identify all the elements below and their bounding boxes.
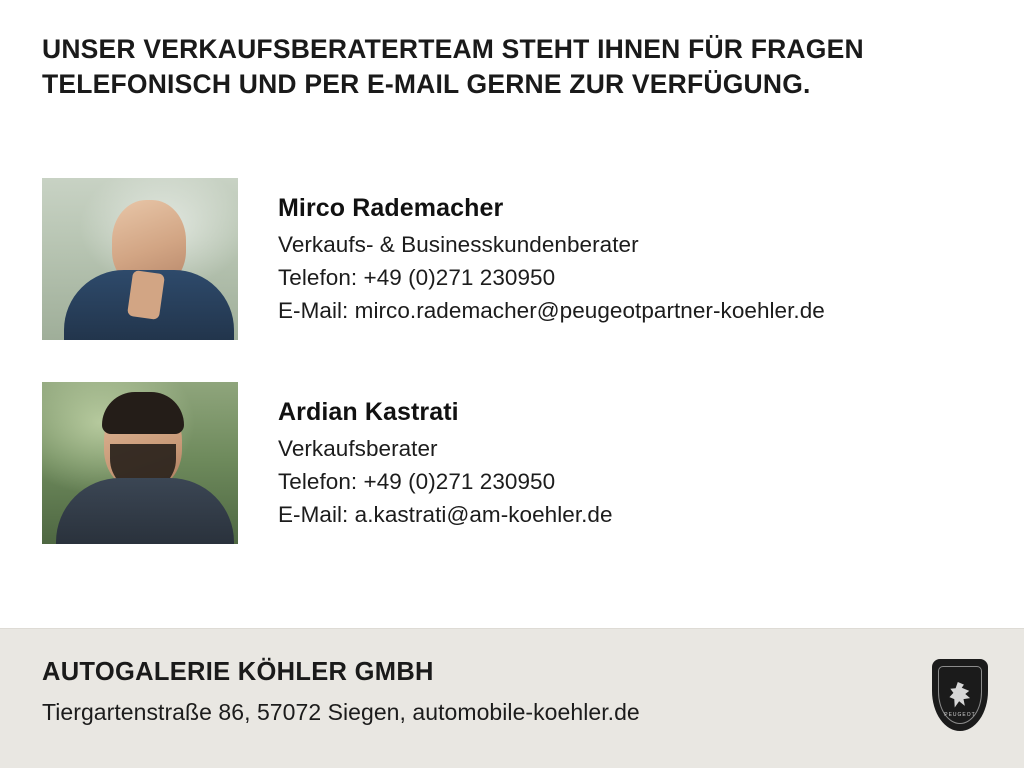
contact-details (278, 178, 825, 328)
contact-card (42, 178, 1002, 340)
contact-email[interactable]: E-Mail: mirco.rademacher@peugeotpartner-koehler.de (278, 297, 825, 323)
avatar (42, 178, 238, 340)
contact-card (42, 382, 1002, 544)
avatar (42, 382, 238, 544)
page-title (42, 32, 992, 102)
company-address[interactable]: Tiergartenstraße 86, 57072 Siegen, automobile-koehler.de (42, 699, 640, 725)
contact-phone[interactable]: Telefon: +49 (0)271 230950 (278, 468, 556, 494)
page-title-line-1: UNSER VERKAUFSBERATERTEAM STEHT IHNEN FÜR FRAGEN (42, 34, 864, 64)
contact-role: Verkaufsberater (278, 436, 438, 461)
contact-role: Verkaufs- & Businesskundenberater (278, 232, 639, 257)
brand-wordmark: PEUGEOT (944, 712, 976, 718)
footer (0, 628, 1024, 768)
contact-details (278, 382, 613, 532)
contact-phone[interactable]: Telefon: +49 (0)271 230950 (278, 264, 556, 290)
peugeot-lion-logo-icon (932, 659, 988, 731)
contact-email[interactable]: E-Mail: a.kastrati@am-koehler.de (278, 501, 613, 527)
contact-name: Ardian Kastrati (278, 398, 459, 426)
company-name: AUTOGALERIE KÖHLER GMBH (42, 658, 434, 686)
contact-list (42, 178, 1002, 586)
page-title-line-2: TELEFONISCH UND PER E-MAIL GERNE ZUR VERFÜGUNG. (42, 69, 811, 100)
contact-name: Mirco Rademacher (278, 194, 504, 222)
